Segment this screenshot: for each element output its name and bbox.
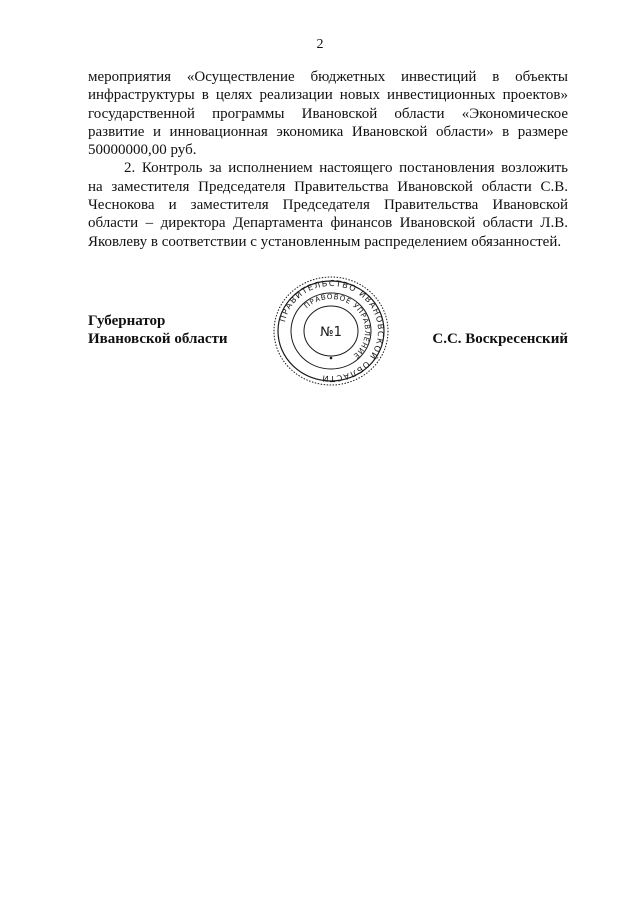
- seal-dot: [330, 357, 333, 360]
- official-seal: [271, 275, 391, 387]
- paragraph-control: 2. Контроль за исполнением настоящего постановления возложить на заместителя Председателя Правительства Ивановской области С.В. Чеснокова и заместителя Председателя Правительства Ивановской области – директора Департамента финансов Ивановской области Л.В. Яковлеву в соответствии с установленным распределением обязанностей.: [88, 160, 568, 250]
- page-number: 2: [316, 37, 324, 52]
- signatory-title-line-2: Ивановской области: [88, 331, 228, 347]
- paragraph-continuation: мероприятия «Осуществление бюджетных инвестиций в объекты инфраструктуры в целях реализации новых инвестиционных проектов» государственной программы Ивановской области «Экономическое развитие и инновационная экономика Ивановской области» в размере 50000000,00 руб.: [88, 69, 568, 159]
- signatory-title-line-1: Губернатор: [88, 313, 166, 329]
- signatory-name: С.С. Воскресенский: [432, 331, 568, 347]
- seal-outer-text: ПРАВИТЕЛЬСТВО ИВАНОВСКОЙ ОБЛАСТИ: [277, 277, 387, 385]
- seal-inner-text: ПРАВОВОЕ УПРАВЛЕНИЕ: [302, 291, 373, 361]
- document-body: [88, 68, 568, 251]
- seal-number: №1: [320, 325, 342, 340]
- signatory-title: [88, 312, 228, 348]
